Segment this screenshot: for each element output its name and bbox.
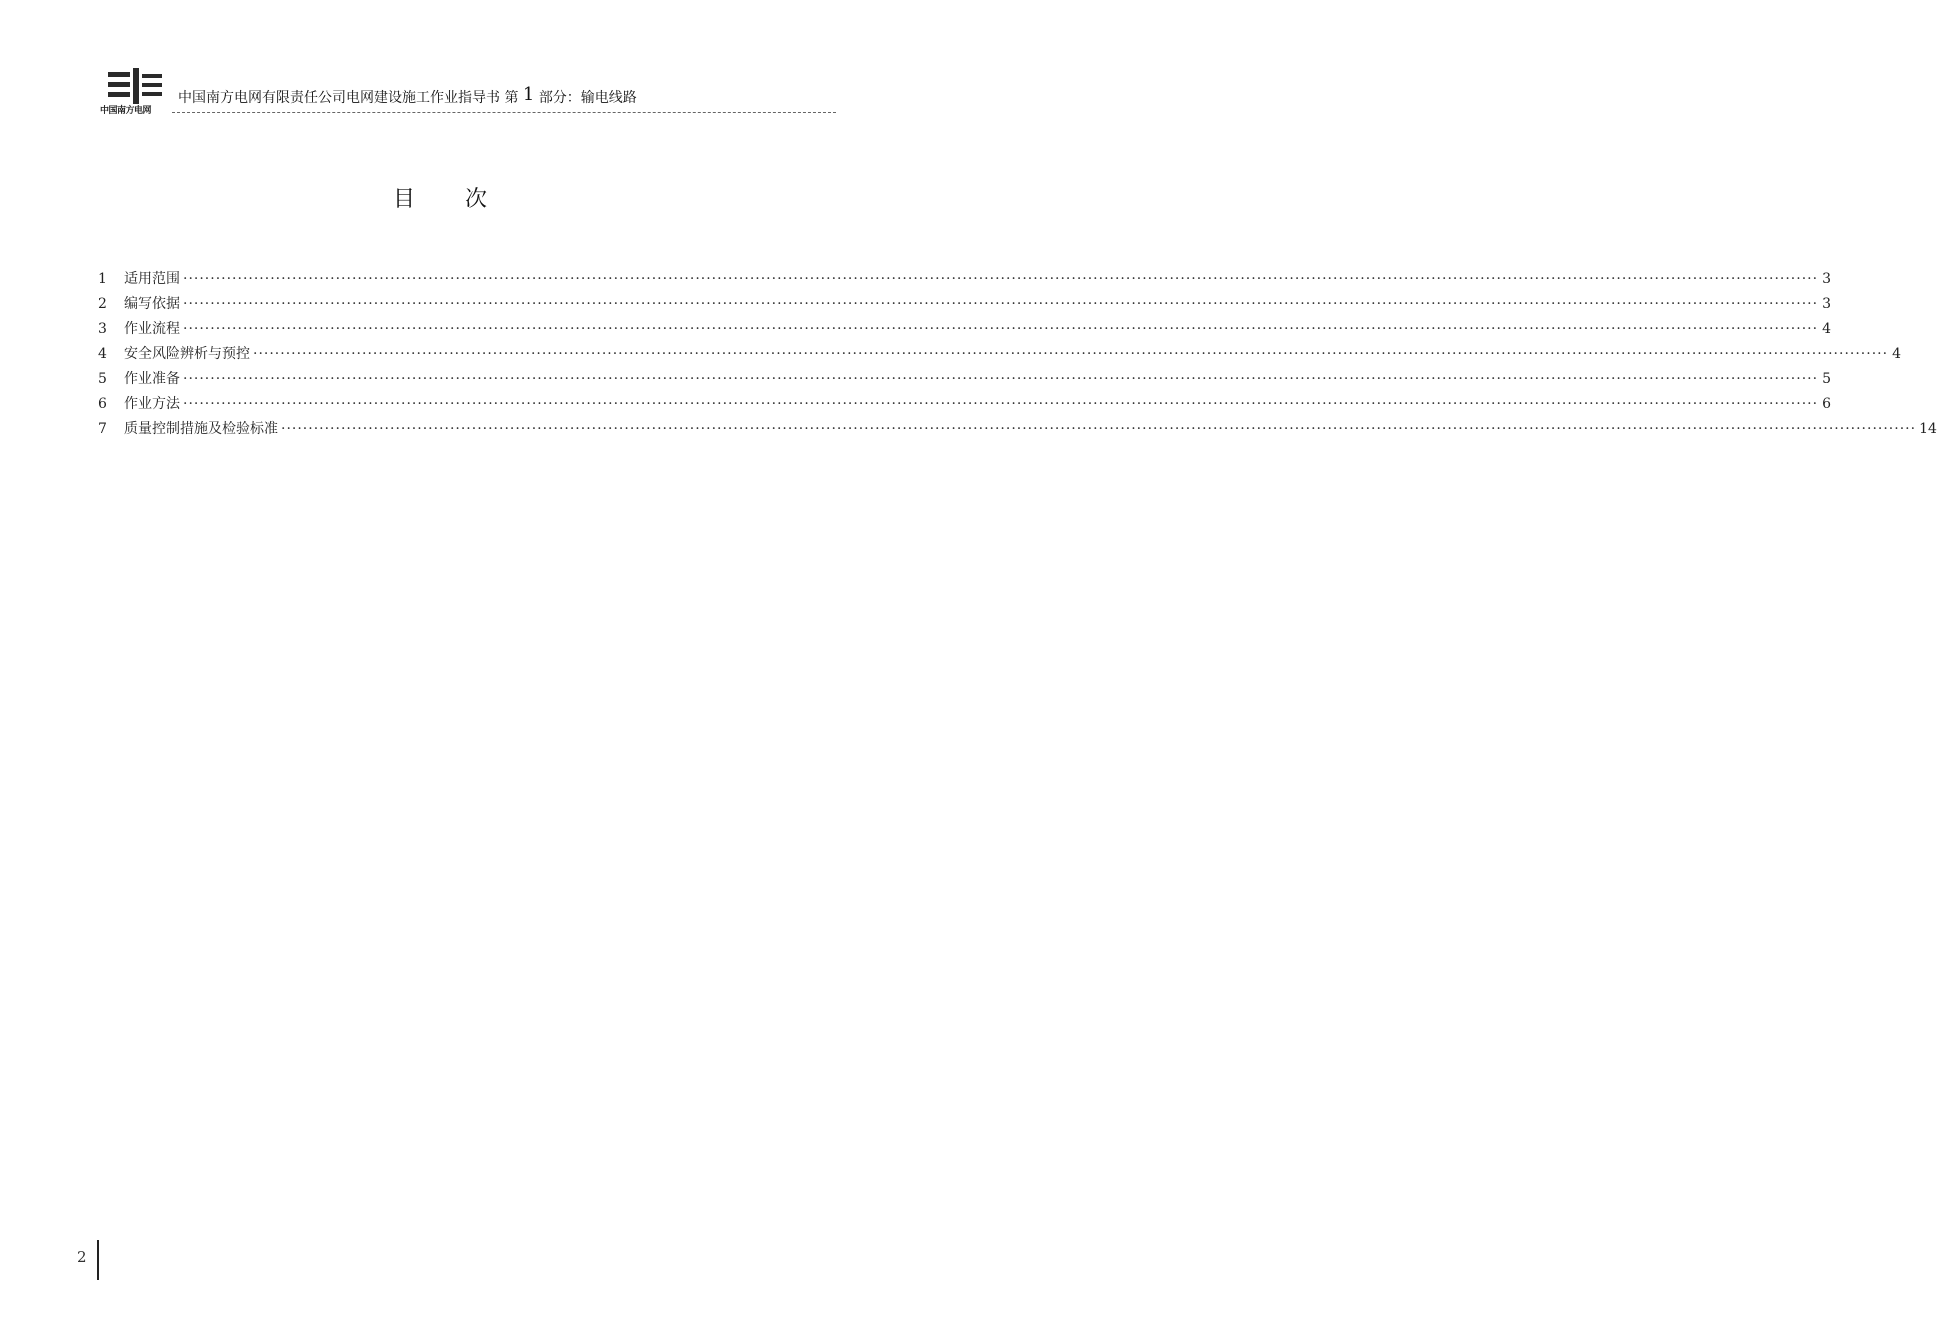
header-part-prefix: 第 — [504, 90, 519, 106]
company-logo — [100, 68, 166, 118]
toc-entry-title: 适用范围 — [124, 271, 180, 287]
toc-leader-dots: ············································································································································································································································································································ — [183, 396, 1819, 412]
toc-leader-dots: ············································································································································································································································································································ — [183, 271, 1819, 287]
toc-entry[interactable] — [98, 418, 1937, 443]
toc-entry[interactable] — [98, 393, 1832, 418]
toc-entry-number: 7 — [98, 421, 107, 437]
toc-entry[interactable] — [98, 368, 1832, 393]
header-part-number: 1 — [522, 84, 535, 105]
toc-leader-dots: ············································································································································································································································································································ — [183, 296, 1819, 312]
toc-entry-page: 14 — [1919, 421, 1937, 437]
toc-entry-number: 5 — [98, 371, 107, 387]
document-header — [178, 84, 637, 107]
toc-entry-number: 6 — [98, 396, 107, 412]
header-divider — [172, 112, 836, 113]
toc-leader-dots: ············································································································································································································································································································ — [183, 371, 1819, 387]
toc-entry-title: 作业流程 — [124, 321, 180, 337]
toc-entry-title: 作业准备 — [124, 371, 180, 387]
toc-entry-number: 1 — [98, 271, 107, 287]
logo-text: 中国南方电网 — [100, 106, 152, 116]
page-title: 目次 — [392, 187, 537, 212]
page-number: 2 — [77, 1248, 87, 1266]
toc-entry[interactable] — [98, 293, 1832, 318]
toc-entry-page: 6 — [1822, 396, 1832, 412]
toc-entry-page: 4 — [1892, 346, 1902, 362]
toc-entry-title: 作业方法 — [124, 396, 180, 412]
toc-leader-dots: ············································································································································································································································································································ — [253, 346, 1889, 362]
toc-entry[interactable] — [98, 343, 1902, 368]
table-of-contents — [98, 268, 1937, 443]
toc-leader-dots: ············································································································································································································································································································ — [281, 421, 1917, 437]
toc-entry-page: 4 — [1822, 321, 1832, 337]
toc-entry-page: 3 — [1822, 271, 1832, 287]
toc-entry-title: 质量控制措施及检验标准 — [124, 421, 278, 437]
toc-entry-title: 安全风险辨析与预控 — [124, 346, 250, 362]
header-title: 中国南方电网有限责任公司电网建设施工作业指导书 — [178, 90, 500, 106]
toc-entry-page: 3 — [1822, 296, 1832, 312]
toc-entry-page: 5 — [1822, 371, 1832, 387]
toc-entry-number: 2 — [98, 296, 107, 312]
toc-entry[interactable] — [98, 268, 1832, 293]
toc-entry-number: 4 — [98, 346, 107, 362]
power-grid-logo-icon — [108, 68, 164, 104]
toc-entry-number: 3 — [98, 321, 107, 337]
toc-entry[interactable] — [98, 318, 1832, 343]
header-part-suffix: 部分：输电线路 — [538, 90, 637, 106]
toc-leader-dots: ············································································································································································································································································································ — [183, 321, 1819, 337]
footer-divider — [97, 1240, 99, 1280]
toc-entry-title: 编写依据 — [124, 296, 180, 312]
